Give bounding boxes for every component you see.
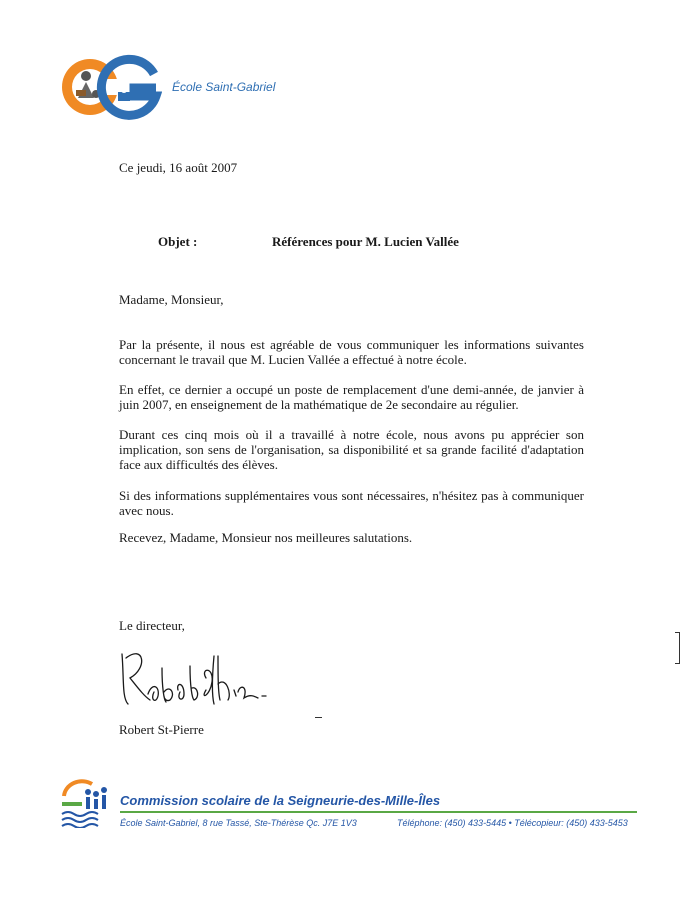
stray-mark	[315, 717, 322, 718]
sg-school-logo-icon	[58, 54, 162, 120]
greeting: Madame, Monsieur,	[119, 292, 224, 307]
handwritten-signature	[114, 638, 274, 716]
footer-phone-numbers: Téléphone: (450) 433-5445 • Télécopieur: (450) 433-5453	[397, 818, 628, 828]
footer-address: École Saint-Gabriel, 8 rue Tassé, Ste-Thérèse Qc. J7E 1V3	[120, 818, 357, 828]
footer-divider	[120, 811, 637, 813]
footer-organization-name: Commission scolaire de la Seigneurie-des-Mille-Îles	[120, 793, 441, 808]
subject-label: Objet :	[158, 234, 198, 249]
subject-value: Références pour M. Lucien Vallée	[272, 234, 459, 249]
commission-scolaire-logo-icon	[58, 778, 114, 828]
paragraph: Par la présente, il nous est agréable de vous communiquer les informations suivantes concernant le travail que M. Lucien Vallée a effectué à notre école.	[119, 337, 584, 367]
closing-title: Le directeur,	[119, 618, 185, 633]
margin-bracket	[675, 632, 680, 664]
paragraph: En effet, ce dernier a occupé un poste de remplacement d'une demi-année, de janvier à juin 2007, en enseignement de la mathématique de 2e secondaire au régulier.	[119, 382, 584, 412]
letter-date: Ce jeudi, 16 août 2007	[119, 160, 238, 175]
paragraph: Recevez, Madame, Monsieur nos meilleures salutations.	[119, 530, 413, 545]
school-name: École Saint-Gabriel	[172, 80, 276, 94]
signer-name: Robert St-Pierre	[119, 722, 204, 737]
paragraph: Si des informations supplémentaires vous sont nécessaires, n'hésitez pas à communiquer avec nous.	[119, 488, 584, 518]
paragraph: Durant ces cinq mois où il a travaillé à notre école, nous avons pu apprécier son implication, son sens de l'organisation, sa disponibilité et sa grande facilité d'adaptation face aux difficultés des élèves.	[119, 427, 584, 472]
